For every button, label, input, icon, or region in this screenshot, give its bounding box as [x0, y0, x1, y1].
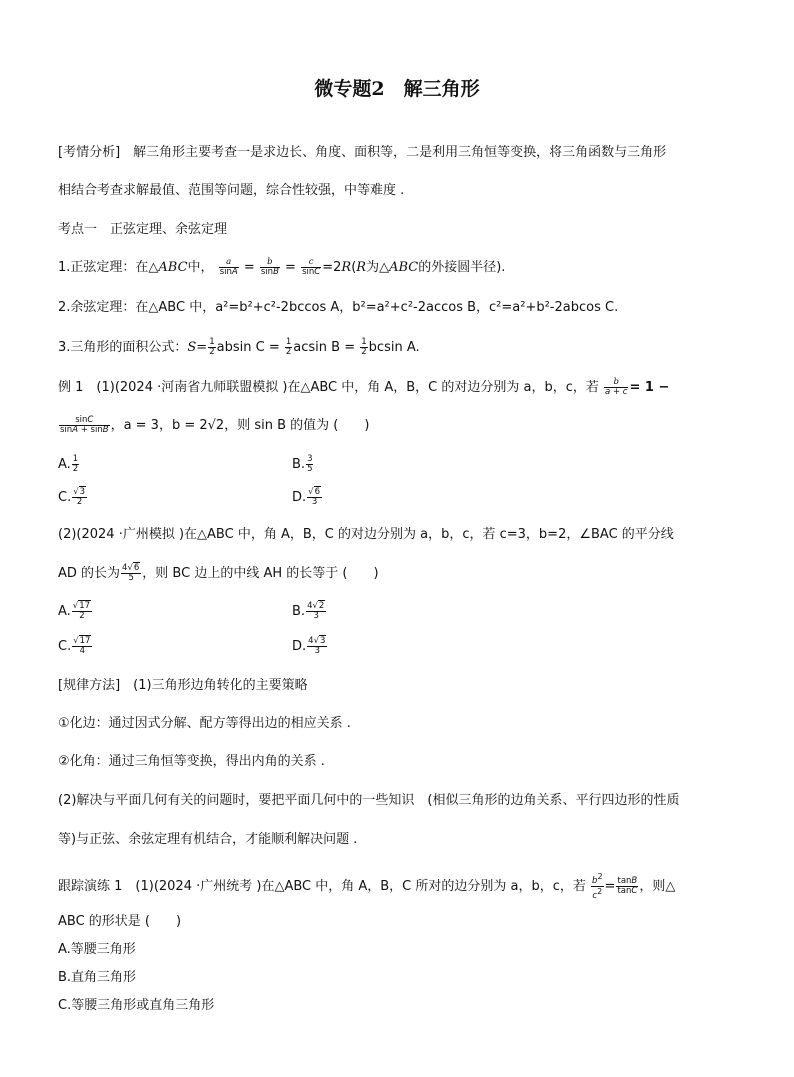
method-line-2: ①化边：通过因式分解、配方等得出边的相应关系 .: [58, 716, 351, 731]
fraction: $\frac{c}{\sin C}$: [302, 257, 321, 277]
method-line-5: 等)与正弦、余弦定理有机结合，才能顺利解决问题 .: [58, 832, 358, 847]
analysis-line-2: 相结合考查求解最值、范围等问题，综合性较强，中等难度 .: [58, 183, 405, 198]
page-title: 微专题2 解三角形: [314, 78, 480, 100]
option-c[interactable]: C. $\frac{√17}{4}$: [58, 636, 91, 656]
method-tag: [规律方法]: [58, 678, 121, 693]
option-c[interactable]: C.等腰三角形或直角三角形: [58, 998, 215, 1013]
sine-law: 1.正弦定理：在△ABC中， $\frac{a}{\sin A}$ = $\frac{b}{\sin B}$ = $\frac{c}{\sin C}$ =2R(R为△ABC的外接圆半径).: [58, 257, 506, 277]
option-d[interactable]: D. $\frac{√6}{3}$: [292, 487, 320, 507]
analysis-line-1: [考情分析] 解三角形主要考查一是求边长、角度、面积等，二是利用三角恒等变换，将三角函数与三角形: [58, 145, 667, 160]
example-1-line-1: 例 1 (1)(2024 ·河南省九师联盟模拟 )在△ABC 中，角 A，B，C 的对边分别为 a，b，c，若 $\frac{b}{a + c}$ = 1 −: [58, 377, 670, 397]
method-line-1: [规律方法] (1)三角形边角转化的主要策略: [58, 678, 308, 693]
fraction: $\frac{b}{\sin B}$: [260, 257, 279, 277]
option-a[interactable]: A. $\frac{1}{2}$: [58, 454, 79, 474]
example-1-line-2: $\frac{\sin C}{\sin A + \sin B}$ ，a = 3，b = 2√2，则 sin B 的值为 ( ): [60, 415, 370, 435]
analysis-tag: [考情分析]: [58, 145, 121, 160]
option-a[interactable]: A.等腰三角形: [58, 942, 136, 957]
option-b[interactable]: B. $\frac{4√2}{3}$: [292, 601, 325, 621]
section-heading: 考点一 正弦定理、余弦定理: [58, 222, 228, 237]
example-1-part-2-line-2: AD 的长为 $\frac{4√6}{5}$ ，则 BC 边上的中线 AH 的长等于 ( ): [58, 563, 379, 583]
option-b[interactable]: B.直角三角形: [58, 970, 137, 985]
cosine-law: 2.余弦定理：在△ABC 中，a²=b²+c²-2bccos A，b²=a²+c²-2accos B，c²=a²+b²-2abcos C.: [58, 300, 619, 315]
track-line-1: 跟踪演练 1 (1)(2024 ·广州统考 )在△ABC 中，角 A，B，C 所对的边分别为 a，b，c，若 $\frac{b^2}{c^2}$ = $\frac{\tan B}{\tan C}$ ，则△: [58, 872, 676, 901]
method-line-3: ②化角：通过三角恒等变换，得出内角的关系 .: [58, 754, 325, 769]
option-a[interactable]: A. $\frac{√17}{2}$: [58, 601, 91, 621]
option-d[interactable]: D. $\frac{4√3}{3}$: [292, 636, 326, 656]
fraction: $\frac{a}{\sin A}$: [219, 257, 238, 277]
track-line-2: ABC 的形状是 ( ): [58, 914, 182, 929]
example-1-part-2-line-1: (2)(2024 ·广州模拟 )在△ABC 中，角 A，B，C 的对边分别为 a，b，c，若 c=3，b=2，∠BAC 的平分线: [58, 527, 674, 542]
method-line-4: (2)解决与平面几何有关的问题时，要把平面几何中的一些知识 (相似三角形的边角关系、平行四边形的性质: [58, 793, 680, 808]
area-formula: 3.三角形的面积公式：S= $\frac{1}{2}$ absin C = $\frac{1}{2}$ acsin B = $\frac{1}{2}$ bcsin A.: [58, 337, 420, 357]
option-c[interactable]: C. $\frac{√3}{2}$: [58, 487, 86, 507]
option-b[interactable]: B. $\frac{3}{5}$: [292, 454, 313, 474]
